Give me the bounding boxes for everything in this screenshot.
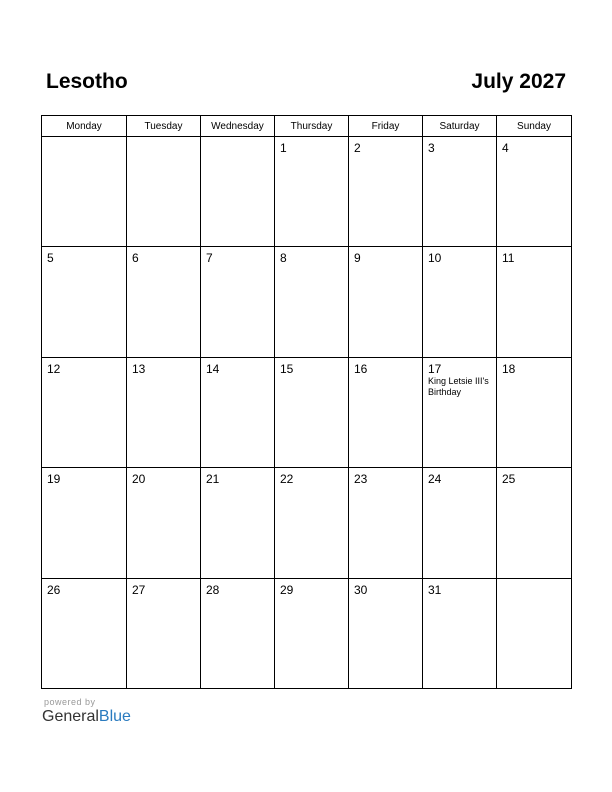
day-cell xyxy=(349,468,423,578)
day-cell xyxy=(275,468,349,578)
day-number: 24 xyxy=(428,472,442,487)
day-cell xyxy=(201,247,275,357)
powered-by-label: powered by xyxy=(44,697,96,707)
day-number xyxy=(201,137,274,141)
day-cell xyxy=(42,247,127,357)
day-cell xyxy=(423,247,497,357)
day-number: 19 xyxy=(47,472,61,487)
month-title: July 2027 xyxy=(471,70,566,93)
country-title: Lesotho xyxy=(46,70,128,93)
holiday-label: King Letsie III's Birthday xyxy=(428,375,489,397)
week-row xyxy=(42,137,572,247)
day-number: 20 xyxy=(132,472,146,487)
day-cell xyxy=(275,578,349,688)
weekday-header: Friday xyxy=(349,116,423,137)
day-number: 11 xyxy=(502,251,515,266)
day-number: 17 xyxy=(428,361,442,376)
day-number: 7 xyxy=(206,251,213,266)
day-number xyxy=(127,137,200,141)
week-row xyxy=(42,357,572,467)
day-cell xyxy=(42,578,127,688)
day-number: 1 xyxy=(280,141,287,155)
day-number: 25 xyxy=(502,472,516,487)
day-cell xyxy=(423,137,497,247)
day-number: 8 xyxy=(280,251,287,266)
day-number: 21 xyxy=(206,472,220,487)
day-cell xyxy=(275,247,349,357)
day-number: 4 xyxy=(502,141,509,155)
weekday-header: Wednesday xyxy=(201,116,275,137)
week-row xyxy=(42,247,572,357)
day-number: 28 xyxy=(206,582,220,597)
weekday-header: Thursday xyxy=(275,116,349,137)
day-number xyxy=(497,579,571,583)
day-cell xyxy=(423,468,497,578)
day-number: 2 xyxy=(354,141,361,155)
day-number: 12 xyxy=(47,361,61,376)
day-cell xyxy=(349,247,423,357)
day-number: 22 xyxy=(280,472,294,487)
day-cell xyxy=(349,578,423,688)
day-number: 29 xyxy=(280,582,294,597)
day-cell xyxy=(127,137,201,247)
day-cell xyxy=(275,357,349,467)
day-number xyxy=(42,137,126,141)
day-cell xyxy=(423,578,497,688)
week-row xyxy=(42,578,572,688)
day-number: 3 xyxy=(428,141,435,155)
day-number: 5 xyxy=(47,251,54,266)
day-number: 9 xyxy=(354,251,361,266)
day-cell xyxy=(497,247,572,357)
day-cell xyxy=(275,137,349,247)
day-cell xyxy=(201,468,275,578)
day-number: 27 xyxy=(132,582,146,597)
day-number: 14 xyxy=(206,361,220,376)
day-cell xyxy=(349,137,423,247)
weekday-header: Sunday xyxy=(497,116,572,137)
day-number: 23 xyxy=(354,472,368,487)
weekday-header-row xyxy=(42,116,572,137)
day-cell xyxy=(497,578,572,688)
day-cell xyxy=(127,578,201,688)
weekday-header: Tuesday xyxy=(127,116,201,137)
day-cell xyxy=(201,578,275,688)
day-cell xyxy=(42,137,127,247)
day-cell xyxy=(497,468,572,578)
day-number: 6 xyxy=(132,251,139,266)
weekday-header: Saturday xyxy=(423,116,497,137)
day-cell xyxy=(127,247,201,357)
day-cell xyxy=(423,357,497,467)
day-cell xyxy=(127,357,201,467)
day-number: 30 xyxy=(354,582,368,597)
day-cell xyxy=(497,357,572,467)
day-cell xyxy=(497,137,572,247)
day-cell xyxy=(201,357,275,467)
day-number: 13 xyxy=(132,361,146,376)
day-cell xyxy=(42,468,127,578)
day-number: 26 xyxy=(47,582,61,597)
day-number: 18 xyxy=(502,361,516,376)
day-cell xyxy=(349,357,423,467)
weekday-header: Monday xyxy=(42,116,127,137)
day-cell xyxy=(201,137,275,247)
day-cell xyxy=(42,357,127,467)
day-number: 10 xyxy=(428,251,442,266)
day-number: 15 xyxy=(280,361,294,376)
week-row xyxy=(42,468,572,578)
day-number: 16 xyxy=(354,361,368,376)
calendar-grid xyxy=(41,115,572,689)
brand-blue-text: Blue xyxy=(98,708,131,725)
day-cell xyxy=(127,468,201,578)
generalblue-logo[interactable] xyxy=(42,708,131,726)
day-number: 31 xyxy=(428,582,442,597)
brand-general-text: General xyxy=(42,708,99,725)
